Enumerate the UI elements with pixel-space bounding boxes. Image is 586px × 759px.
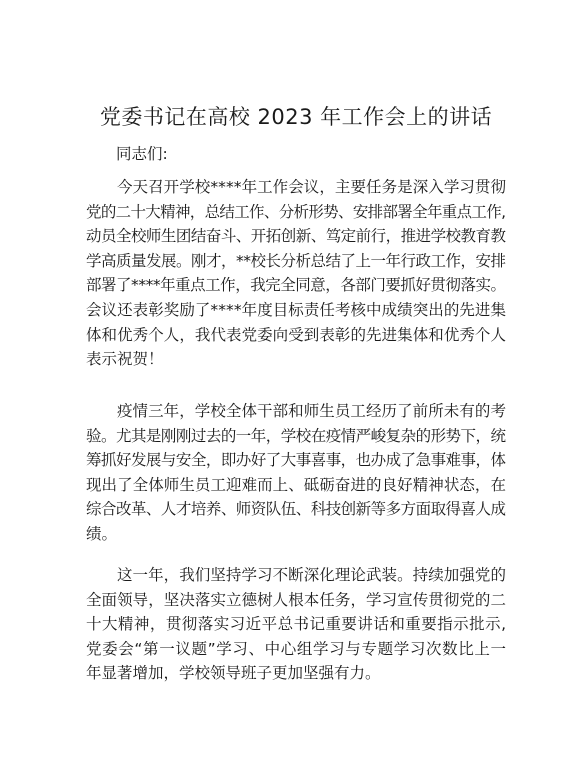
paragraph-2 [86, 399, 506, 547]
paragraph-line: 十大精神，贯彻落实习近平总书记重要讲话和重要指示批示, [86, 615, 507, 634]
paragraph-line: 部署了****年重点工作，我完全同意，各部门要抓好贯彻落实。 [86, 276, 506, 295]
paragraph-line: 党的二十大精神，总结工作、分析形势、安排部署全年重点工作, [86, 202, 506, 221]
paragraph-line: 这一年，我们坚持学习不断深化理论武装。持续加强党的 [117, 566, 507, 584]
paragraph-line: 今天召开学校****年工作会议，主要任务是深入学习贯彻 [117, 178, 507, 196]
paragraph-1 [86, 175, 506, 372]
paragraph-line: 表示祝贺！ [86, 350, 164, 369]
paragraph-line: 绩。 [86, 524, 118, 543]
paragraph-line: 疫情三年，学校全体干部和师生员工经历了前所未有的考 [117, 402, 507, 420]
paragraph-line: 验。尤其是刚刚过去的一年，学校在疫情严峻复杂的形势下，统 [86, 426, 506, 445]
paragraph-line: 综合改革、人才培养、师资队伍、科技创新等多方面取得喜人成 [86, 500, 506, 519]
paragraph-line: 现出了全体师生员工迎难而上、砥砺奋进的良好精神状态，在 [86, 475, 507, 494]
paragraph-line: 会议还表彰奖励了****年度目标责任考核中成绩突出的先进集 [86, 300, 507, 319]
paragraph-line: 筹抓好发展与安全，即办好了大事喜事，也办成了急事难事，体 [86, 451, 506, 470]
paragraph-3 [86, 563, 506, 686]
paragraph-line: 党委会“第一议题”学习、中心组学习与专题学习次数比上一 [86, 639, 507, 658]
document-title: 党委书记在高校 2023 年工作会上的讲话 [99, 105, 493, 129]
salutation: 同志们: [116, 145, 168, 163]
paragraph-line: 全面领导，坚决落实立德树人根本任务，学习宣传贯彻党的二 [86, 590, 507, 609]
paragraph-line: 动员全校师生团结奋斗、开拓创新、笃定前行，推进学校教育教 [86, 227, 506, 246]
paragraph-line: 体和优秀个人，我代表党委向受到表彰的先进集体和优秀个人 [86, 325, 507, 344]
paragraph-line: 年显著增加，学校领导班子更加坚强有力。 [86, 664, 381, 683]
paragraph-line: 学高质量发展。刚才，**校长分析总结了上一年行政工作，安排 [86, 251, 506, 270]
